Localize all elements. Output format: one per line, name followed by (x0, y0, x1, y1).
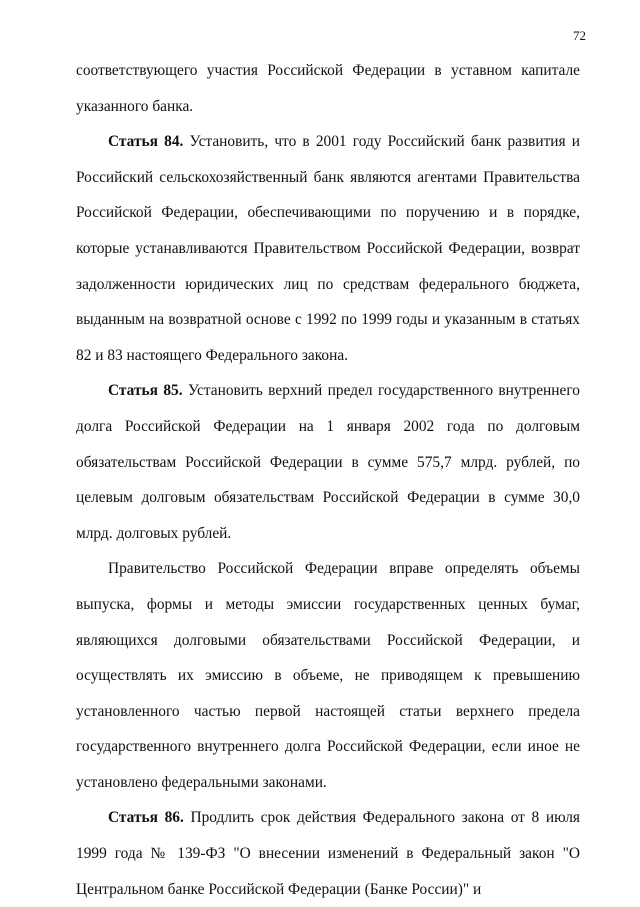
article-84-heading: Статья 84. (108, 133, 184, 151)
article-85-paragraph (76, 373, 580, 551)
article-86-text: Продлить срок действия Федерального закона от 8 июля 1999 года № 139-ФЗ "О внесении изменений в Федеральный закон "О Центральном банке Российской Федерации (Банке России)" и (76, 809, 580, 898)
paragraph-text: соответствующего участия Российской Федерации в уставном капитале указанного банка. (76, 62, 580, 115)
document-body (76, 53, 580, 907)
article-85-second-paragraph (76, 551, 580, 800)
article-84-text: Установить, что в 2001 году Российский банк развития и Российский сельскохозяйственный банк являются агентами Правительства Российской Федерации, обеспечивающими по поручению и в порядке, которые устанавливаются Правительством Российской Федерации, возврат задолженности юридических лиц по средствам федерального бюджета, выданным на возвратной основе с 1992 по 1999 годы и указанным в статьях 82 и 83 настоящего Федерального закона. (76, 133, 580, 364)
article-86-heading: Статья 86. (108, 809, 184, 827)
article-85-text: Установить верхний предел государственного внутреннего долга Российской Федерации на 1 января 2002 года по долговым обязательствам Российской Федерации в сумме 575,7 млрд. рублей, по целевым долговым обязательствам Российской Федерации в сумме 30,0 млрд. долговых рублей. (76, 382, 580, 542)
paragraph-text: Правительство Российской Федерации вправе определять объемы выпуска, формы и методы эмиссии государственных ценных бумаг, являющихся долговыми обязательствами Российской Федерации, и осуществлять их эмиссию в объеме, не приводящем к превышению установленного частью первой настоящей статьи верхнего предела государственного внутреннего долга Российской Федерации, если иное не установлено федеральными законами. (76, 560, 580, 791)
page-number: 72 (573, 28, 586, 43)
article-85-heading: Статья 85. (108, 382, 183, 400)
paragraph-continuation (76, 53, 580, 124)
article-86-paragraph (76, 800, 580, 907)
article-84-paragraph (76, 124, 580, 373)
